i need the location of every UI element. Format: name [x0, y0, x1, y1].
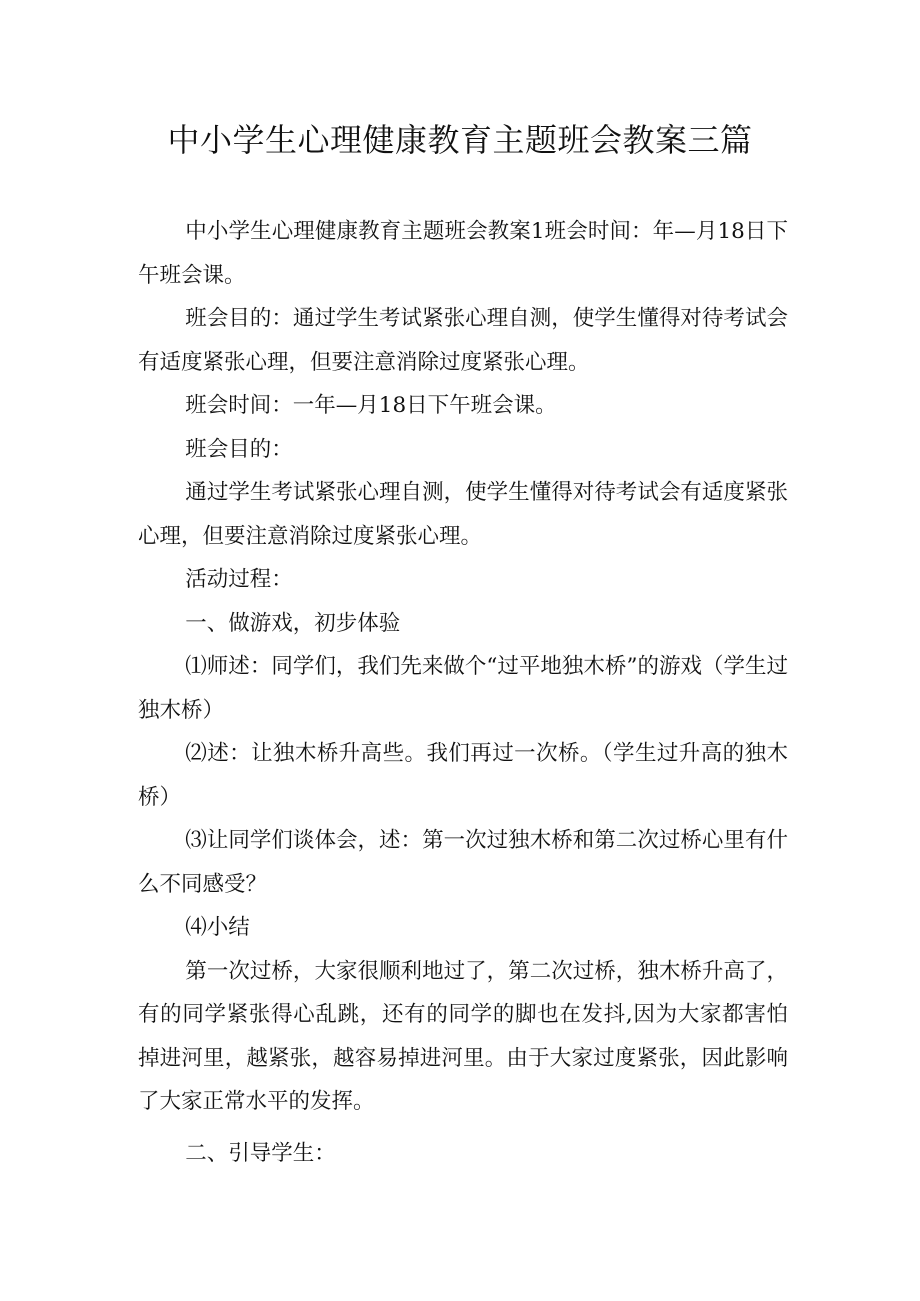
paragraph-goal-heading: 班会目的：: [185, 436, 293, 462]
paragraph-intro: 中小学生心理健康教育主题班会教案1班会时间：年—月18日下午班会课。: [138, 219, 788, 288]
paragraph-step-4: ⑷小结: [185, 915, 250, 940]
section-heading-2: 二、引导学生：: [185, 1140, 336, 1166]
paragraph-goal-detail: 通过学生考试紧张心理自测，使学生懂得对待考试会有适度紧张心理，但要注意消除过度紧张心理。: [138, 480, 788, 549]
document-title: 中小学生心理健康教育主题班会教案三篇: [167, 121, 753, 159]
paragraph-goal: 班会目的：通过学生考试紧张心理自测，使学生懂得对待考试会有适度紧张心理，但要注意消除过度紧张心理。: [138, 306, 788, 375]
paragraph-step-1: ⑴师述：同学们，我们先来做个“过平地独木桥”的游戏（学生过独木桥）: [138, 654, 788, 723]
paragraph-summary: 第一次过桥，大家很顺利地过了，第二次过桥，独木桥升高了，有的同学紧张得心乱跳，还有的同学的脚也在发抖,因为大家都害怕掉进河里，越紧张，越容易掉进河里。由于大家过度紧张，因此影响了大家正常水平的发挥。: [138, 958, 788, 1114]
paragraph-step-3: ⑶让同学们谈体会，述：第一次过独木桥和第二次过桥心里有什么不同感受？: [138, 828, 788, 897]
paragraph-process-heading: 活动过程：: [185, 567, 293, 592]
section-heading-1: 一、做游戏，初步体验: [185, 610, 401, 636]
document-body: [138, 210, 788, 1175]
paragraph-step-2: ⑵述：让独木桥升高些。我们再过一次桥。（学生过升高的独木桥）: [138, 741, 788, 810]
paragraph-time: 班会时间：一年—月18日下午班会课。: [185, 393, 557, 418]
